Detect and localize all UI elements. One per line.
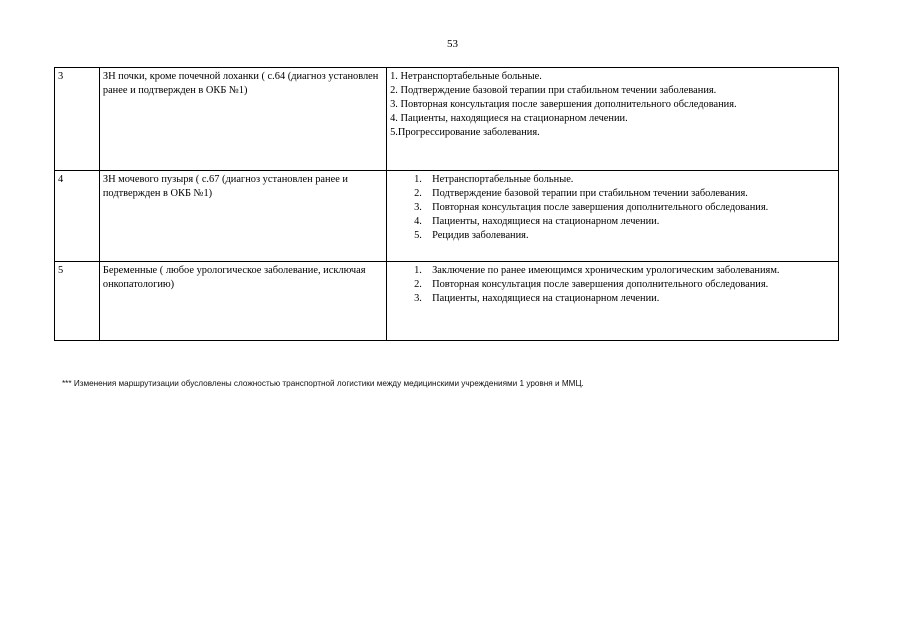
criteria-cell	[387, 262, 839, 341]
list-item	[390, 187, 835, 201]
diagnosis-cell: ЗН мочевого пузыря ( с.67 (диагноз установлен ранее и подтвержден в ОКБ №1)	[99, 171, 386, 262]
list-item-number: 3.	[414, 202, 422, 213]
list-item: 4. Пациенты, находящиеся на стационарном лечении.	[390, 113, 628, 124]
page-number: 53	[447, 38, 458, 50]
list-item	[390, 215, 835, 229]
criteria-list	[390, 70, 835, 140]
list-item-text: Повторная консультация после завершения дополнительного обследования.	[432, 279, 769, 290]
list-item-text: Повторная консультация после завершения дополнительного обследования.	[432, 202, 769, 213]
table-row	[55, 262, 839, 341]
diagnosis-cell: Беременные ( любое урологическое заболевание, исключая онкопатологию)	[99, 262, 386, 341]
routing-table	[54, 67, 839, 341]
list-item-number: 5.	[414, 230, 422, 241]
list-item	[390, 292, 835, 306]
list-item-text: Пациенты, находящиеся на стационарном лечении.	[432, 216, 660, 227]
list-item-number: 1.	[414, 265, 422, 276]
list-item	[390, 229, 835, 243]
row-number-cell: 5	[55, 262, 100, 341]
criteria-cell	[387, 171, 839, 262]
diagnosis-cell: ЗН почки, кроме почечной лоханки ( с.64 (диагноз установлен ранее и подтвержден в ОКБ №1)	[99, 68, 386, 171]
row-number-cell: 4	[55, 171, 100, 262]
table-row	[55, 68, 839, 171]
list-item: 3. Повторная консультация после завершения дополнительного обследования.	[390, 99, 737, 110]
criteria-cell	[387, 68, 839, 171]
list-item	[390, 278, 835, 292]
list-item	[390, 201, 835, 215]
list-item-number: 1.	[414, 174, 422, 185]
list-item: 2. Подтверждение базовой терапии при стабильном течении заболевания.	[390, 85, 717, 96]
list-item-text: Нетранспортабельные больные.	[432, 174, 574, 185]
list-item-number: 2.	[414, 188, 422, 199]
list-item: 1. Нетранспортабельные больные.	[390, 71, 542, 82]
list-item-text: Заключение по ранее имеющимся хроническим урологическим заболеваниям.	[432, 265, 780, 276]
footnote: *** Изменения маршрутизации обусловлены сложностью транспортной логистики между медицинскими учреждениями 1 уровня и ММЦ.	[62, 379, 584, 388]
criteria-list	[390, 264, 835, 306]
table-row	[55, 171, 839, 262]
list-item	[390, 264, 835, 278]
list-item-number: 3.	[414, 293, 422, 304]
list-item-text: Пациенты, находящиеся на стационарном лечении.	[432, 293, 660, 304]
list-item-number: 2.	[414, 279, 422, 290]
criteria-list	[390, 173, 835, 243]
row-number-cell: 3	[55, 68, 100, 171]
list-item-number: 4.	[414, 216, 422, 227]
list-item: 5.Прогрессирование заболевания.	[390, 127, 540, 138]
list-item-text: Подтверждение базовой терапии при стабильном течении заболевания.	[432, 188, 748, 199]
list-item-text: Рецидив заболевания.	[432, 230, 529, 241]
list-item	[390, 173, 835, 187]
